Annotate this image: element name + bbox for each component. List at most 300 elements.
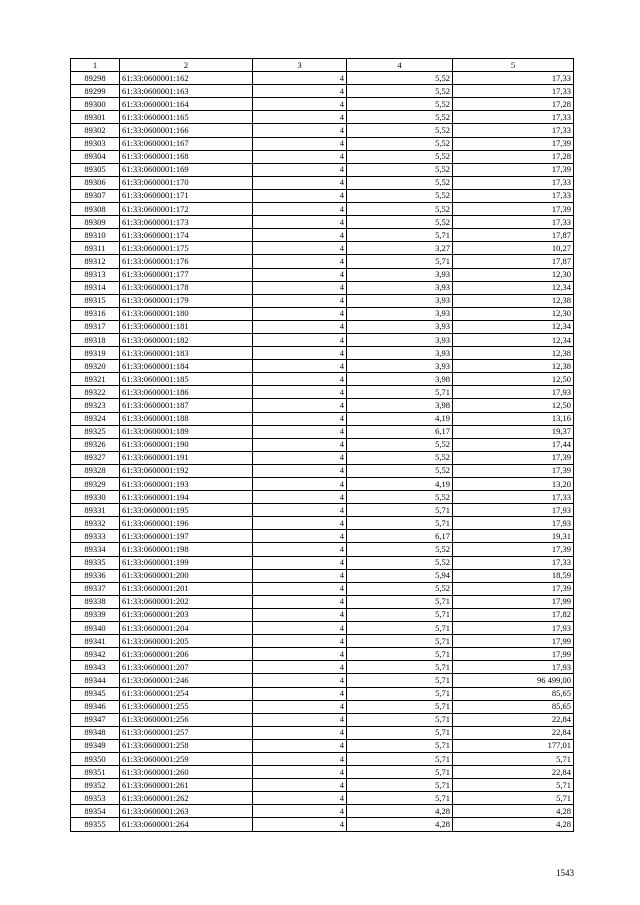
col4-cell: 5,52 — [347, 556, 453, 569]
table-row — [71, 163, 574, 176]
row-number-cell: 89348 — [71, 726, 120, 739]
cadastral-number-cell: 61:33:0600001:259 — [120, 752, 253, 765]
table-row — [71, 752, 574, 765]
col4-cell: 5,52 — [347, 464, 453, 477]
col4-cell: 3,93 — [347, 281, 453, 294]
row-number-cell: 89338 — [71, 595, 120, 608]
table-row — [71, 792, 574, 805]
row-number-cell: 89309 — [71, 216, 120, 229]
col4-cell: 3,93 — [347, 320, 453, 333]
col4-cell: 5,71 — [347, 622, 453, 635]
col3-cell: 4 — [253, 752, 347, 765]
col5-cell: 17,39 — [453, 464, 574, 477]
col4-cell: 5,71 — [347, 674, 453, 687]
row-number-cell: 89344 — [71, 674, 120, 687]
header-cell-3: 3 — [253, 59, 347, 72]
col3-cell: 4 — [253, 608, 347, 621]
table-row — [71, 425, 574, 438]
table-row — [71, 622, 574, 635]
cadastral-number-cell: 61:33:0600001:196 — [120, 517, 253, 530]
cadastral-number-cell: 61:33:0600001:202 — [120, 595, 253, 608]
row-number-cell: 89313 — [71, 268, 120, 281]
row-number-cell: 89327 — [71, 451, 120, 464]
row-number-cell: 89343 — [71, 661, 120, 674]
table-row — [71, 268, 574, 281]
col3-cell: 4 — [253, 150, 347, 163]
col3-cell: 4 — [253, 307, 347, 320]
col5-cell: 19,37 — [453, 425, 574, 438]
cadastral-number-cell: 61:33:0600001:189 — [120, 425, 253, 438]
col3-cell: 4 — [253, 268, 347, 281]
col5-cell: 17,99 — [453, 648, 574, 661]
table-row — [71, 595, 574, 608]
col3-cell: 4 — [253, 648, 347, 661]
col4-cell: 5,52 — [347, 124, 453, 137]
col3-cell: 4 — [253, 779, 347, 792]
cadastral-number-cell: 61:33:0600001:181 — [120, 320, 253, 333]
row-number-cell: 89347 — [71, 713, 120, 726]
row-number-cell: 89310 — [71, 229, 120, 242]
col3-cell: 4 — [253, 124, 347, 137]
table-row — [71, 582, 574, 595]
col3-cell: 4 — [253, 464, 347, 477]
cadastral-number-cell: 61:33:0600001:260 — [120, 766, 253, 779]
table-row — [71, 766, 574, 779]
col4-cell: 4,19 — [347, 412, 453, 425]
col5-cell: 17,28 — [453, 98, 574, 111]
row-number-cell: 89321 — [71, 373, 120, 386]
col4-cell: 5,52 — [347, 163, 453, 176]
col5-cell: 19,31 — [453, 530, 574, 543]
col5-cell: 17,33 — [453, 556, 574, 569]
col3-cell: 4 — [253, 189, 347, 202]
col5-cell: 96 499,00 — [453, 674, 574, 687]
cadastral-number-cell: 61:33:0600001:168 — [120, 150, 253, 163]
col5-cell: 12,50 — [453, 373, 574, 386]
col5-cell: 17,93 — [453, 517, 574, 530]
cadastral-number-cell: 61:33:0600001:183 — [120, 347, 253, 360]
col4-cell: 3,93 — [347, 360, 453, 373]
table-row — [71, 294, 574, 307]
cadastral-number-cell: 61:33:0600001:177 — [120, 268, 253, 281]
row-number-cell: 89328 — [71, 464, 120, 477]
col5-cell: 12,34 — [453, 281, 574, 294]
col3-cell: 4 — [253, 478, 347, 491]
table-row — [71, 229, 574, 242]
cadastral-number-cell: 61:33:0600001:257 — [120, 726, 253, 739]
col4-cell: 5,52 — [347, 111, 453, 124]
row-number-cell: 89354 — [71, 805, 120, 818]
cadastral-number-cell: 61:33:0600001:184 — [120, 360, 253, 373]
table-row — [71, 399, 574, 412]
cadastral-number-cell: 61:33:0600001:204 — [120, 622, 253, 635]
cadastral-number-cell: 61:33:0600001:169 — [120, 163, 253, 176]
col3-cell: 4 — [253, 320, 347, 333]
col5-cell: 17,39 — [453, 451, 574, 464]
col4-cell: 5,71 — [347, 739, 453, 752]
cadastral-number-cell: 61:33:0600001:162 — [120, 72, 253, 85]
col3-cell: 4 — [253, 713, 347, 726]
cadastral-number-cell: 61:33:0600001:171 — [120, 189, 253, 202]
cadastral-number-cell: 61:33:0600001:185 — [120, 373, 253, 386]
row-number-cell: 89351 — [71, 766, 120, 779]
col4-cell: 5,71 — [347, 661, 453, 674]
col4-cell: 5,52 — [347, 451, 453, 464]
cadastral-number-cell: 61:33:0600001:261 — [120, 779, 253, 792]
cadastral-number-cell: 61:33:0600001:175 — [120, 242, 253, 255]
row-number-cell: 89319 — [71, 347, 120, 360]
col5-cell: 85,65 — [453, 687, 574, 700]
cadastral-number-cell: 61:33:0600001:191 — [120, 451, 253, 464]
col3-cell: 4 — [253, 98, 347, 111]
col4-cell: 3,93 — [347, 333, 453, 346]
col4-cell: 5,71 — [347, 713, 453, 726]
row-number-cell: 89352 — [71, 779, 120, 792]
col5-cell: 17,39 — [453, 582, 574, 595]
col3-cell: 4 — [253, 242, 347, 255]
row-number-cell: 89307 — [71, 189, 120, 202]
col5-cell: 17,87 — [453, 229, 574, 242]
col4-cell: 5,71 — [347, 608, 453, 621]
row-number-cell: 89345 — [71, 687, 120, 700]
table-row — [71, 530, 574, 543]
row-number-cell: 89303 — [71, 137, 120, 150]
col3-cell: 4 — [253, 766, 347, 779]
row-number-cell: 89312 — [71, 255, 120, 268]
col4-cell: 3,27 — [347, 242, 453, 255]
col4-cell: 5,71 — [347, 504, 453, 517]
col5-cell: 17,28 — [453, 150, 574, 163]
col5-cell: 17,33 — [453, 216, 574, 229]
cadastral-number-cell: 61:33:0600001:173 — [120, 216, 253, 229]
col4-cell: 5,71 — [347, 700, 453, 713]
cadastral-number-cell: 61:33:0600001:182 — [120, 333, 253, 346]
col5-cell: 12,50 — [453, 399, 574, 412]
row-number-cell: 89323 — [71, 399, 120, 412]
col4-cell: 3,93 — [347, 268, 453, 281]
col4-cell: 5,94 — [347, 569, 453, 582]
table-row — [71, 491, 574, 504]
col3-cell: 4 — [253, 176, 347, 189]
cadastral-number-cell: 61:33:0600001:264 — [120, 818, 253, 831]
col5-cell: 12,38 — [453, 347, 574, 360]
table-row — [71, 137, 574, 150]
col4-cell: 5,71 — [347, 792, 453, 805]
col4-cell: 4,28 — [347, 805, 453, 818]
cadastral-number-cell: 61:33:0600001:255 — [120, 700, 253, 713]
table-row — [71, 189, 574, 202]
col3-cell: 4 — [253, 399, 347, 412]
table-row — [71, 373, 574, 386]
table-row — [71, 255, 574, 268]
col4-cell: 3,93 — [347, 307, 453, 320]
row-number-cell: 89320 — [71, 360, 120, 373]
col5-cell: 12,30 — [453, 268, 574, 281]
col5-cell: 22,84 — [453, 713, 574, 726]
cadastral-number-cell: 61:33:0600001:205 — [120, 635, 253, 648]
col4-cell: 3,98 — [347, 399, 453, 412]
col4-cell: 5,71 — [347, 229, 453, 242]
col4-cell: 5,71 — [347, 255, 453, 268]
row-number-cell: 89332 — [71, 517, 120, 530]
table-row — [71, 176, 574, 189]
cadastral-number-cell: 61:33:0600001:163 — [120, 85, 253, 98]
col4-cell: 5,52 — [347, 543, 453, 556]
col3-cell: 4 — [253, 85, 347, 98]
row-number-cell: 89305 — [71, 163, 120, 176]
col4-cell: 5,71 — [347, 595, 453, 608]
cadastral-number-cell: 61:33:0600001:199 — [120, 556, 253, 569]
row-number-cell: 89301 — [71, 111, 120, 124]
table-row — [71, 517, 574, 530]
col4-cell: 5,71 — [347, 766, 453, 779]
header-cell-1: 1 — [71, 59, 120, 72]
col3-cell: 4 — [253, 687, 347, 700]
cadastral-number-cell: 61:33:0600001:165 — [120, 111, 253, 124]
table-row — [71, 360, 574, 373]
table-row — [71, 635, 574, 648]
col5-cell: 4,28 — [453, 805, 574, 818]
table-row — [71, 98, 574, 111]
cadastral-number-cell: 61:33:0600001:200 — [120, 569, 253, 582]
row-number-cell: 89334 — [71, 543, 120, 556]
cadastral-number-cell: 61:33:0600001:172 — [120, 203, 253, 216]
row-number-cell: 89315 — [71, 294, 120, 307]
col4-cell: 5,71 — [347, 386, 453, 399]
col3-cell: 4 — [253, 622, 347, 635]
table-row — [71, 805, 574, 818]
cadastral-number-cell: 61:33:0600001:254 — [120, 687, 253, 700]
col3-cell: 4 — [253, 661, 347, 674]
col3-cell: 4 — [253, 451, 347, 464]
cadastral-number-cell: 61:33:0600001:193 — [120, 478, 253, 491]
row-number-cell: 89329 — [71, 478, 120, 491]
col3-cell: 4 — [253, 360, 347, 373]
table-row — [71, 386, 574, 399]
table-row — [71, 464, 574, 477]
table-row — [71, 608, 574, 621]
col3-cell: 4 — [253, 739, 347, 752]
table-row — [71, 713, 574, 726]
cadastral-number-cell: 61:33:0600001:186 — [120, 386, 253, 399]
col4-cell: 5,52 — [347, 491, 453, 504]
cadastral-number-cell: 61:33:0600001:166 — [120, 124, 253, 137]
col5-cell: 12,34 — [453, 320, 574, 333]
cadastral-number-cell: 61:33:0600001:198 — [120, 543, 253, 556]
col5-cell: 17,39 — [453, 137, 574, 150]
row-number-cell: 89336 — [71, 569, 120, 582]
col5-cell: 17,33 — [453, 111, 574, 124]
row-number-cell: 89346 — [71, 700, 120, 713]
cadastral-number-cell: 61:33:0600001:187 — [120, 399, 253, 412]
cadastral-number-cell: 61:33:0600001:203 — [120, 608, 253, 621]
row-number-cell: 89316 — [71, 307, 120, 320]
cadastral-number-cell: 61:33:0600001:262 — [120, 792, 253, 805]
table-row — [71, 661, 574, 674]
col3-cell: 4 — [253, 72, 347, 85]
row-number-cell: 89342 — [71, 648, 120, 661]
col5-cell: 12,38 — [453, 294, 574, 307]
cadastral-number-cell: 61:33:0600001:176 — [120, 255, 253, 268]
col3-cell: 4 — [253, 504, 347, 517]
col3-cell: 4 — [253, 373, 347, 386]
col3-cell: 4 — [253, 438, 347, 451]
col3-cell: 4 — [253, 347, 347, 360]
col5-cell: 17,39 — [453, 203, 574, 216]
row-number-cell: 89302 — [71, 124, 120, 137]
table-row — [71, 72, 574, 85]
row-number-cell: 89349 — [71, 739, 120, 752]
col4-cell: 5,52 — [347, 72, 453, 85]
table-row — [71, 85, 574, 98]
header-row — [71, 59, 574, 72]
table-row — [71, 281, 574, 294]
row-number-cell: 89300 — [71, 98, 120, 111]
table-row — [71, 818, 574, 831]
col3-cell: 4 — [253, 726, 347, 739]
cadastral-number-cell: 61:33:0600001:188 — [120, 412, 253, 425]
col3-cell: 4 — [253, 333, 347, 346]
col4-cell: 5,52 — [347, 203, 453, 216]
col3-cell: 4 — [253, 425, 347, 438]
col3-cell: 4 — [253, 216, 347, 229]
table-row — [71, 150, 574, 163]
table-row — [71, 111, 574, 124]
table-row — [71, 203, 574, 216]
col3-cell: 4 — [253, 111, 347, 124]
table-row — [71, 242, 574, 255]
row-number-cell: 89341 — [71, 635, 120, 648]
col3-cell: 4 — [253, 491, 347, 504]
col4-cell: 5,52 — [347, 150, 453, 163]
col5-cell: 5,71 — [453, 792, 574, 805]
col5-cell: 12,34 — [453, 333, 574, 346]
table-row — [71, 307, 574, 320]
col5-cell: 17,44 — [453, 438, 574, 451]
col5-cell: 22,84 — [453, 766, 574, 779]
row-number-cell: 89298 — [71, 72, 120, 85]
col4-cell: 5,71 — [347, 726, 453, 739]
cadastral-number-cell: 61:33:0600001:246 — [120, 674, 253, 687]
col3-cell: 4 — [253, 412, 347, 425]
row-number-cell: 89330 — [71, 491, 120, 504]
table-row — [71, 504, 574, 517]
col5-cell: 17,99 — [453, 595, 574, 608]
col5-cell: 177,01 — [453, 739, 574, 752]
row-number-cell: 89333 — [71, 530, 120, 543]
col3-cell: 4 — [253, 569, 347, 582]
cadastral-number-cell: 61:33:0600001:197 — [120, 530, 253, 543]
col5-cell: 17,99 — [453, 635, 574, 648]
col4-cell: 5,52 — [347, 216, 453, 229]
table-row — [71, 320, 574, 333]
table-row — [71, 333, 574, 346]
row-number-cell: 89299 — [71, 85, 120, 98]
col3-cell: 4 — [253, 294, 347, 307]
cadastral-number-cell: 61:33:0600001:201 — [120, 582, 253, 595]
col5-cell: 17,39 — [453, 543, 574, 556]
col4-cell: 5,52 — [347, 189, 453, 202]
col3-cell: 4 — [253, 818, 347, 831]
col5-cell: 22,84 — [453, 726, 574, 739]
cadastral-number-cell: 61:33:0600001:180 — [120, 307, 253, 320]
col5-cell: 17,93 — [453, 661, 574, 674]
table-row — [71, 556, 574, 569]
row-number-cell: 89350 — [71, 752, 120, 765]
header-cell-4: 4 — [347, 59, 453, 72]
col5-cell: 13,20 — [453, 478, 574, 491]
col4-cell: 5,71 — [347, 648, 453, 661]
col4-cell: 6,17 — [347, 530, 453, 543]
col4-cell: 5,52 — [347, 582, 453, 595]
col3-cell: 4 — [253, 805, 347, 818]
col5-cell: 17,93 — [453, 504, 574, 517]
col3-cell: 4 — [253, 229, 347, 242]
row-number-cell: 89326 — [71, 438, 120, 451]
row-number-cell: 89304 — [71, 150, 120, 163]
col5-cell: 17,82 — [453, 608, 574, 621]
table-row — [71, 687, 574, 700]
header-cell-2: 2 — [120, 59, 253, 72]
col4-cell: 5,71 — [347, 687, 453, 700]
col5-cell: 12,38 — [453, 360, 574, 373]
col4-cell: 5,71 — [347, 752, 453, 765]
row-number-cell: 89314 — [71, 281, 120, 294]
col4-cell: 5,52 — [347, 176, 453, 189]
row-number-cell: 89353 — [71, 792, 120, 805]
table-row — [71, 739, 574, 752]
cadastral-number-cell: 61:33:0600001:164 — [120, 98, 253, 111]
cadastral-number-cell: 61:33:0600001:194 — [120, 491, 253, 504]
row-number-cell: 89325 — [71, 425, 120, 438]
col3-cell: 4 — [253, 137, 347, 150]
header-cell-5: 5 — [453, 59, 574, 72]
row-number-cell: 89355 — [71, 818, 120, 831]
cadastral-number-cell: 61:33:0600001:256 — [120, 713, 253, 726]
table-row — [71, 451, 574, 464]
col4-cell: 5,52 — [347, 98, 453, 111]
row-number-cell: 89331 — [71, 504, 120, 517]
col5-cell: 17,33 — [453, 176, 574, 189]
cadastral-number-cell: 61:33:0600001:207 — [120, 661, 253, 674]
table-row — [71, 648, 574, 661]
col5-cell: 17,33 — [453, 491, 574, 504]
cadastral-number-cell: 61:33:0600001:258 — [120, 739, 253, 752]
col4-cell: 6,17 — [347, 425, 453, 438]
table-row — [71, 569, 574, 582]
table-row — [71, 726, 574, 739]
col4-cell: 4,28 — [347, 818, 453, 831]
col4-cell: 5,52 — [347, 438, 453, 451]
table-row — [71, 347, 574, 360]
col5-cell: 17,33 — [453, 72, 574, 85]
col3-cell: 4 — [253, 635, 347, 648]
cadastral-number-cell: 61:33:0600001:192 — [120, 464, 253, 477]
cadastral-number-cell: 61:33:0600001:167 — [120, 137, 253, 150]
col3-cell: 4 — [253, 674, 347, 687]
col5-cell: 12,30 — [453, 307, 574, 320]
col5-cell: 17,87 — [453, 255, 574, 268]
row-number-cell: 89337 — [71, 582, 120, 595]
table-row — [71, 543, 574, 556]
col4-cell: 5,71 — [347, 635, 453, 648]
col3-cell: 4 — [253, 281, 347, 294]
col5-cell: 5,71 — [453, 779, 574, 792]
row-number-cell: 89311 — [71, 242, 120, 255]
row-number-cell: 89324 — [71, 412, 120, 425]
col3-cell: 4 — [253, 203, 347, 216]
col3-cell: 4 — [253, 556, 347, 569]
